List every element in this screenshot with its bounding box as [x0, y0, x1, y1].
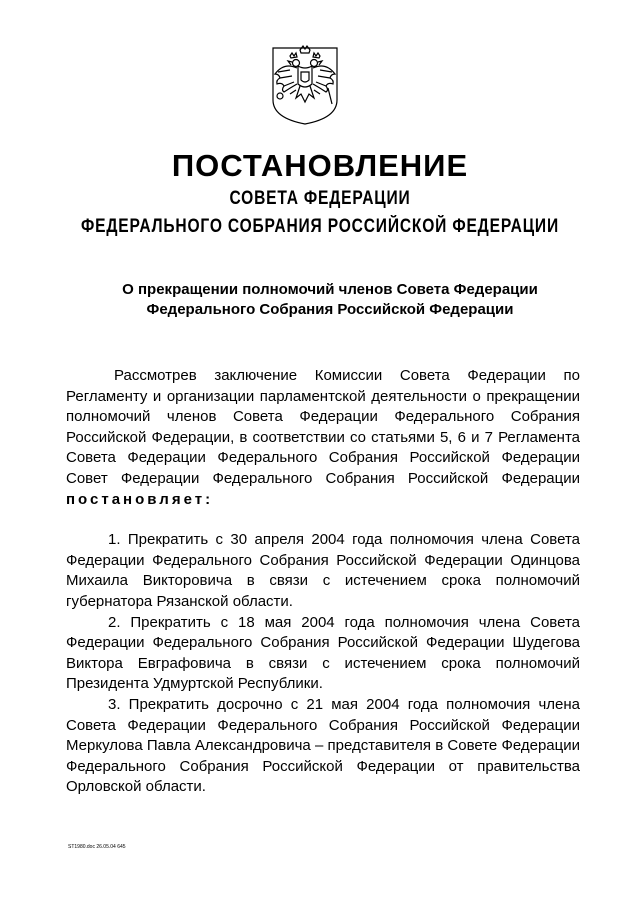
preamble-paragraph — [66, 366, 580, 510]
subject-line2: Федерального Собрания Российской Федерации — [146, 301, 514, 318]
coat-of-arms-icon — [270, 44, 340, 126]
subject-line1: О прекращении полномочий членов Совета Федерации — [122, 281, 538, 298]
document-subject — [60, 280, 600, 320]
preamble-text: Рассмотрев заключение Комиссии Совета Федерации по Регламенту и организации парламентской деятельности о прекращении полномочий членов Совета Федерации Федерального Собрания Российской Федерации, в соответствии со статьями 5, 6 и 7 Регламента Совета Федерации Федерального Собрания Российской Федерации Совет Федерации Федерального Собрания Российской Федерации — [66, 367, 580, 487]
issuer-heading-line2: ФЕДЕРАЛЬНОГО СОБРАНИЯ РОССИЙСКОЙ ФЕДЕРАЦИИ — [81, 216, 559, 237]
resolution-item-2: 2. Прекратить с 18 мая 2004 года полномочия члена Совета Федерации Федерального Собрания Российской Федерации Шудегова Виктора Евграфовича в связи с истечением срока полномочий Президента Удмуртской Республики. — [66, 613, 580, 693]
resolution-item-1: 1. Прекратить с 30 апреля 2004 года полномочия члена Совета Федерации Федерального Собрания Российской Федерации Одинцова Михаила Викторовича в связи с истечением срока полномочий губернатора Рязанской области. — [66, 531, 580, 610]
decree-word: постановляет: — [66, 490, 214, 508]
document-type-heading: ПОСТАНОВЛЕНИЕ — [171, 148, 469, 183]
document-body — [66, 366, 580, 798]
file-reference: ST1980.doc 26.05.04 645 — [68, 844, 126, 850]
issuer-heading-line1: СОВЕТА ФЕДЕРАЦИИ — [229, 188, 411, 209]
resolution-item-3: 3. Прекратить досрочно с 21 мая 2004 года полномочия члена Совета Федерации Федерального Собрания Российской Федерации Меркулова Павла Александровича – представителя в Совете Федерации Федерального Собрания Российской Федерации от правительства Орловской области. — [66, 695, 580, 796]
